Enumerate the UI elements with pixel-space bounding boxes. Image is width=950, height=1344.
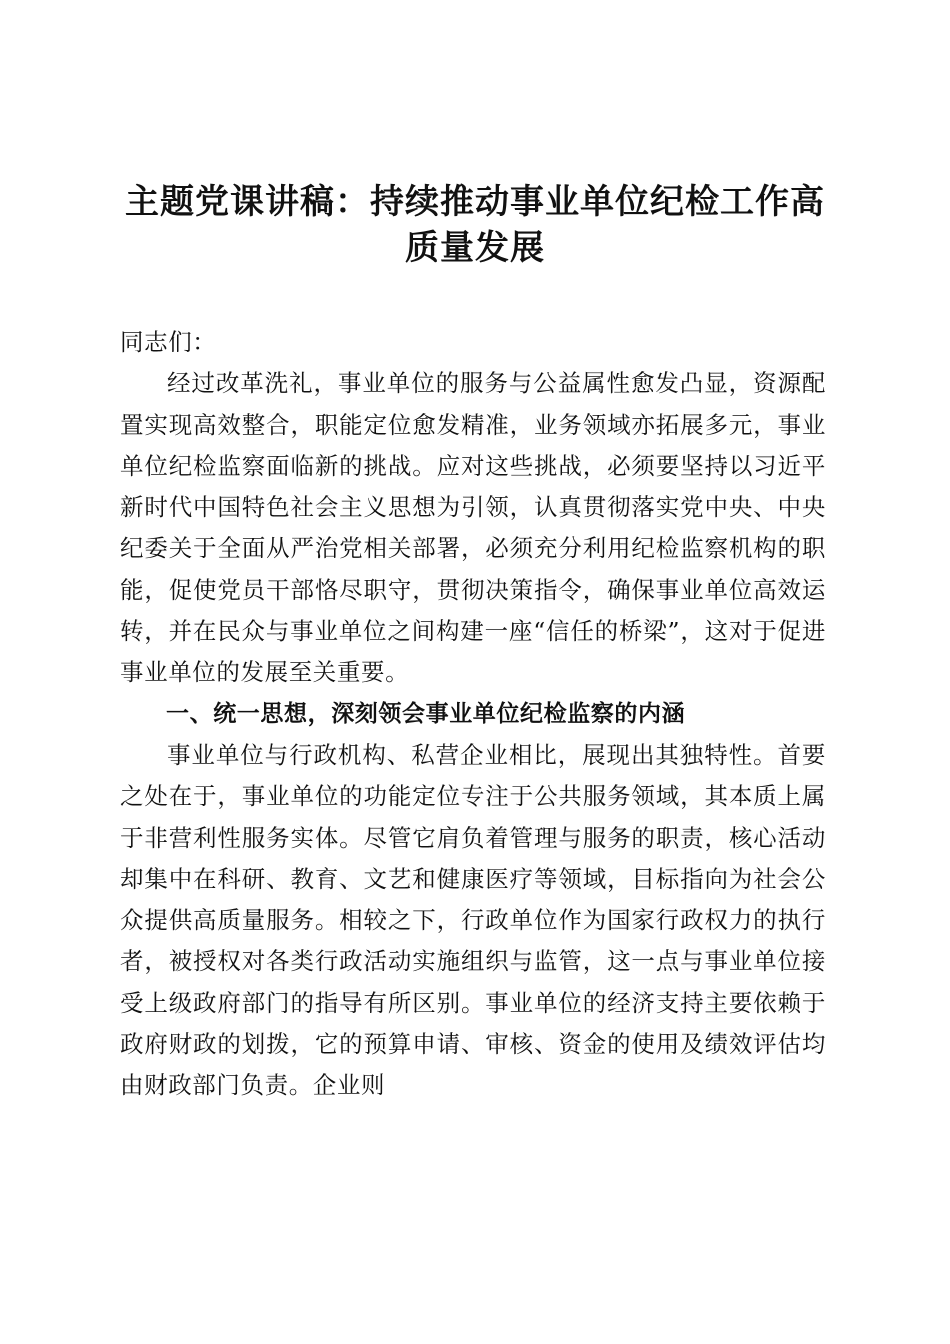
section-heading-1: 一、统一思想，深刻领会事业单位纪检监察的内涵 — [166, 700, 686, 727]
document-body — [120, 322, 826, 1107]
document-title: 主题党课讲稿：持续推动事业单位纪检工作高质量发展 — [125, 182, 825, 268]
salutation: 同志们： — [120, 328, 217, 356]
section-1-paragraph: 事业单位与行政机构、私营企业相比，展现出其独特性。首要之处在于，事业单位的功能定位专注于公共服务领域，其本质上属于非营利性服务实体。尽管它肩负着管理与服务的职责，核心活动却集中在科研、教育、文艺和健康医疗等领域，目标指向为社会公众提供高质量服务。相较之下，行政单位作为国家行政权力的执行者，被授权对各类行政活动实施组织与监管，这一点与事业单位接受上级政府部门的指导有所区别。事业单位的经济支持主要依赖于政府财政的划拨，它的预算申请、审核、资金的使用及绩效评估均由财政部门负责。企业则 — [120, 740, 826, 1100]
intro-paragraph: 经过改革洗礼，事业单位的服务与公益属性愈发凸显，资源配置实现高效整合，职能定位愈发精准，业务领域亦拓展多元，事业单位纪检监察面临新的挑战。应对这些挑战，必须要坚持以习近平新时代中国特色社会主义思想为引领，认真贯彻落实党中央、中央纪委关于全面从严治党相关部署，必须充分利用纪检监察机构的职能，促使党员干部恪尽职守，贯彻决策指令，确保事业单位高效运转，并在民众与事业单位之间构建一座“信任的桥梁”，这对于促进事业单位的发展至关重要。 — [120, 369, 826, 687]
